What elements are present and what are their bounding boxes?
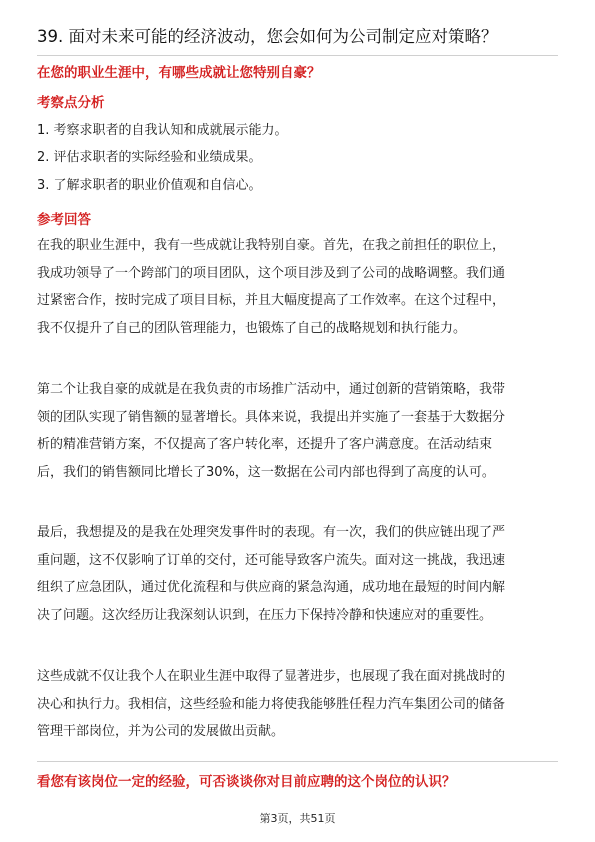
paragraph-line: 我成功领导了一个跨部门的项目团队，这个项目涉及到了公司的战略调整。我们通 — [37, 265, 506, 281]
section-divider — [37, 761, 558, 762]
paragraph-line: 决了问题。这次经历让我深刻认识到，在压力下保持冷静和快速应对的重要性。 — [37, 607, 493, 623]
analysis-point: 2. 评估求职者的实际经验和业绩成果。 — [37, 150, 262, 165]
paragraph-line: 管理干部岗位，并为公司的发展做出贡献。 — [37, 724, 285, 739]
page-number: 第3页，共51页 — [259, 812, 336, 825]
next-interview-question: 看您有该岗位一定的经验，可否谈谈你对目前应聘的这个岗位的认识？ — [37, 774, 456, 790]
paragraph-line: 在我的职业生涯中，我有一些成就让我特别自豪。首先，在我之前担任的职位上， — [37, 238, 506, 253]
answer-paragraph-3 — [37, 519, 558, 629]
analysis-heading: 考察点分析 — [37, 95, 105, 111]
paragraph-line: 我不仅提升了自己的团队管理能力，也锻炼了自己的战略规划和执行能力。 — [37, 320, 467, 336]
analysis-point: 3. 了解求职者的职业价值观和自信心。 — [37, 178, 262, 193]
paragraph-line: 第二个让我自豪的成就是在我负责的市场推广活动中，通过创新的营销策略，我带 — [37, 382, 506, 397]
paragraph-line: 最后，我想提及的是我在处理突发事件时的表现。有一次，我们的供应链出现了严 — [37, 525, 506, 540]
title-divider — [37, 55, 558, 56]
analysis-point: 1. 考察求职者的自我认知和成就展示能力。 — [37, 123, 288, 138]
paragraph-line: 领的团队实现了销售额的显著增长。具体来说，我提出并实施了一套基于大数据分 — [37, 409, 506, 425]
paragraph-line: 后，我们的销售额同比增长了30%，这一数据在公司内部也得到了高度的认可。 — [37, 464, 495, 480]
paragraph-line: 组织了应急团队，通过优化流程和与供应商的紧急沟通，成功地在最短的时间内解 — [37, 580, 506, 595]
paragraph-line: 决心和执行力。我相信，这些经验和能力将使我能够胜任程力汽车集团公司的储备 — [37, 696, 506, 712]
question-title: 39. 面对未来可能的经济波动，您会如何为公司制定应对策略？ — [37, 27, 498, 46]
paragraph-line: 过紧密合作，按时完成了项目目标，并且大幅度提高了工作效率。在这个过程中， — [37, 293, 506, 308]
answer-heading: 参考回答 — [37, 212, 91, 228]
answer-paragraph-1 — [37, 232, 558, 342]
answer-paragraph-4 — [37, 663, 558, 746]
interview-question: 在您的职业生涯中，有哪些成就让您特别自豪？ — [37, 65, 321, 81]
paragraph-line: 重问题，这不仅影响了订单的交付，还可能导致客户流失。面对这一挑战，我迅速 — [37, 552, 506, 568]
answer-paragraph-2 — [37, 376, 558, 486]
paragraph-line: 这些成就不仅让我个人在职业生涯中取得了显著进步，也展现了我在面对挑战时的 — [37, 669, 506, 684]
paragraph-line: 析的精准营销方案，不仅提高了客户转化率，还提升了客户满意度。在活动结束 — [37, 437, 493, 452]
